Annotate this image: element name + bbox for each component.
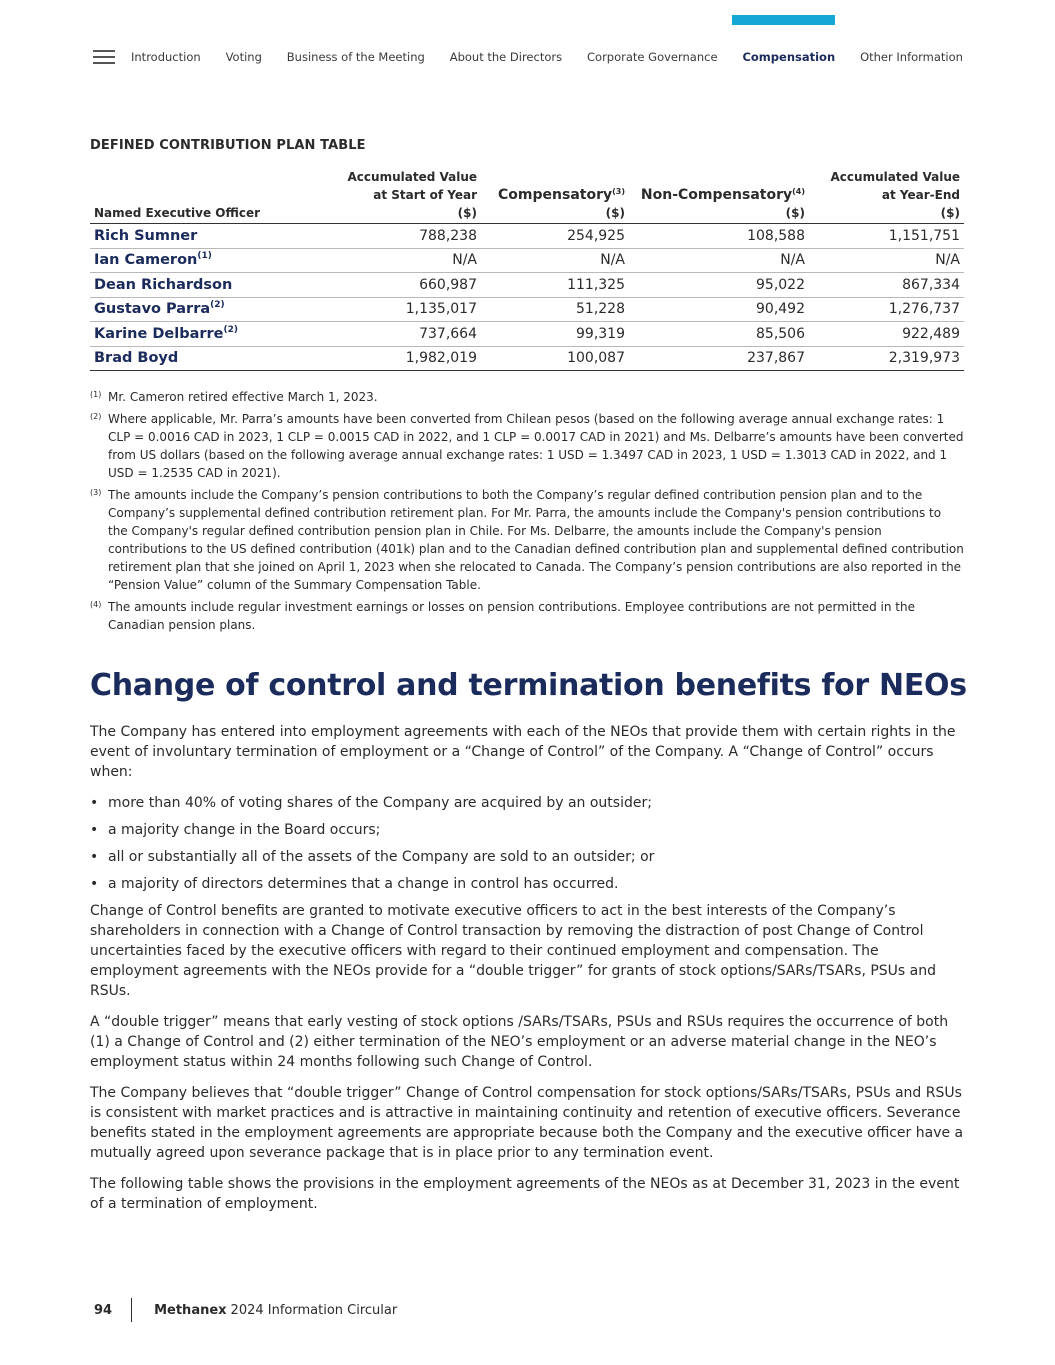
bullet-icon: • xyxy=(90,849,99,865)
body-paragraph: Change of Control benefits are granted to motivate executive officers to act in the best interests of the Company’s shareholders in connection with a Change of Control transaction by removing the distraction of post Change of Control uncertainties faced by the executive officers with regard to their continued employment and compensation. The employment agreements with the NEOs provide for a “double trigger” for grants of stock options/SARs/TSARs, PSUs and RSUs. xyxy=(90,903,937,999)
footnote-mark: (4) xyxy=(90,600,102,609)
year-end-value: 922,489 xyxy=(809,322,964,347)
nav-item-business-of-the-meeting[interactable]: Business of the Meeting xyxy=(286,50,425,64)
non-compensatory-value: N/A xyxy=(629,248,809,273)
officer-name: Rich Sumner xyxy=(90,224,335,249)
menu-icon[interactable] xyxy=(93,50,115,64)
header-non-compensatory xyxy=(629,168,809,224)
nav-item-introduction[interactable]: Introduction xyxy=(131,50,201,64)
list-item: • a majority of directors determines that a change in control has occurred. xyxy=(90,876,619,892)
officer-name: Karine Delbarre$^{(2)}$ xyxy=(90,322,335,347)
header-start-line1: Accumulated Value xyxy=(347,170,477,184)
footnote-text: The amounts include regular investment earnings or losses on pension contributions. Employee contributions are not permitted in the Canadian pension plans. xyxy=(108,600,915,632)
header-end-unit: ($) xyxy=(940,206,960,220)
footnote xyxy=(90,486,964,594)
officer-name: Gustavo Parra$^{(2)}$ xyxy=(90,297,335,322)
header-comp-footnote: (3) xyxy=(612,187,625,196)
nav-item-voting[interactable]: Voting xyxy=(225,50,262,64)
header-noncomp-label: Non-Compensatory xyxy=(640,187,793,203)
page-number: 94 xyxy=(94,1302,113,1318)
footnote xyxy=(90,388,964,406)
footnote-text: Mr. Cameron retired effective March 1, 2023. xyxy=(108,390,378,404)
non-compensatory-value: 90,492 xyxy=(629,297,809,322)
header-noncomp-unit: ($) xyxy=(785,206,805,220)
table-footnotes xyxy=(90,388,964,638)
start-value: N/A xyxy=(335,248,481,273)
intro-paragraph: The Company has entered into employment agreements with each of the NEOs that provide them with certain rights in the event of involuntary termination of employment or a “Change of Control” of the Company. A “Change of Control” occurs when: xyxy=(90,724,956,780)
table-row xyxy=(90,297,964,322)
list-item: • a majority change in the Board occurs; xyxy=(90,822,381,838)
year-end-value: 867,334 xyxy=(809,273,964,298)
table-row xyxy=(90,248,964,273)
table-row xyxy=(90,322,964,347)
list-item: • more than 40% of voting shares of the Company are acquired by an outsider; xyxy=(90,795,652,811)
table-row xyxy=(90,273,964,298)
header-end-line2: at Year-End xyxy=(881,188,960,202)
table-title: DEFINED CONTRIBUTION PLAN TABLE xyxy=(90,138,366,153)
header-start-unit: ($) xyxy=(457,206,477,220)
start-value: 1,135,017 xyxy=(335,297,481,322)
footnote-mark: (3) xyxy=(90,488,102,497)
section-body xyxy=(90,722,966,1225)
company-name: Methanex xyxy=(154,1302,227,1318)
top-navigation xyxy=(93,46,963,68)
year-end-value: 1,151,751 xyxy=(809,224,964,249)
footnote-mark: (1) xyxy=(90,390,102,399)
year-end-value: N/A xyxy=(809,248,964,273)
start-value: 788,238 xyxy=(335,224,481,249)
non-compensatory-value: 237,867 xyxy=(629,346,809,371)
officer-name: Brad Boyd xyxy=(90,346,335,371)
nav-item-other-information[interactable]: Other Information xyxy=(860,50,963,64)
section-heading: Change of control and termination benefits for NEOs xyxy=(90,668,967,703)
nav-item-compensation[interactable]: Compensation xyxy=(742,50,836,64)
officer-name: Dean Richardson xyxy=(90,273,335,298)
change-of-control-conditions xyxy=(90,793,966,894)
header-accumulated-start xyxy=(335,168,481,224)
header-end-line1: Accumulated Value xyxy=(830,170,960,184)
footnote-text: The amounts include the Company’s pension contributions to both the Company’s regular defined contribution pension plan and to the Company’s supplemental defined contribution retirement plan. For Mr. Parra, the amounts include the Company's pension contributions to the Company's regular defined contribution pension plan in Chile. For Ms. Delbarre, the amounts include the Company's pension contributions to the US defined contribution (401k) plan and to the Canadian defined contribution plan and supplemental defined contribution retirement plan that she joined on April 1, 2023 when she relocated to Canada. The Company’s pension contributions are also reported in the “Pension Value” column of the Summary Compensation Table. xyxy=(108,488,964,592)
header-named-executive-officer: Named Executive Officer xyxy=(94,206,261,220)
officer-name: Ian Cameron$^{(1)}$ xyxy=(90,248,335,273)
document-name: 2024 Information Circular xyxy=(230,1302,398,1318)
footnote xyxy=(90,410,964,482)
footer-divider xyxy=(131,1298,132,1322)
nav-item-corporate-governance[interactable]: Corporate Governance xyxy=(587,50,718,64)
compensatory-value: 254,925 xyxy=(481,224,629,249)
compensatory-value: 111,325 xyxy=(481,273,629,298)
footnote-text: Where applicable, Mr. Parra’s amounts have been converted from Chilean pesos (based on the following average annual exchange rates: 1 CLP = 0.0016 CAD in 2023, 1 CLP = 0.0015 CAD in 2022, and 1 CLP = 0.0017 CAD in 2021) and Ms. Delbarre’s amounts have been converted from US dollars (based on the following average annual exchange rates: 1 USD = 1.3497 CAD in 2023, 1 USD = 1.3013 CAD in 2022, and 1 USD = 1.2535 CAD in 2021). xyxy=(108,412,964,480)
start-value: 1,982,019 xyxy=(335,346,481,371)
header-comp-label: Compensatory xyxy=(498,187,613,203)
nav-items xyxy=(131,50,963,64)
body-paragraph: The Company believes that “double trigger” Change of Control compensation for stock options/SARs/TSARs, PSUs and RSUs is consistent with market practices and is attractive in maintaining continuity and retention of executive officers. Severance benefits stated in the employment agreements are appropriate because both the Company and the executive officer have a mutually agreed upon severance package that is in place prior to any termination event. xyxy=(90,1085,964,1161)
list-item: • all or substantially all of the assets of the Company are sold to an outsider; or xyxy=(90,849,655,865)
compensatory-value: 99,319 xyxy=(481,322,629,347)
bullet-icon: • xyxy=(90,795,99,811)
non-compensatory-value: 85,506 xyxy=(629,322,809,347)
footnote-mark: (2) xyxy=(90,412,102,421)
non-compensatory-value: 95,022 xyxy=(629,273,809,298)
compensatory-value: 51,228 xyxy=(481,297,629,322)
compensatory-value: 100,087 xyxy=(481,346,629,371)
header-noncomp-footnote: (4) xyxy=(792,187,805,196)
table-header-row xyxy=(90,168,964,224)
bullet-icon: • xyxy=(90,876,99,892)
year-end-value: 1,276,737 xyxy=(809,297,964,322)
active-section-indicator xyxy=(732,15,835,25)
start-value: 660,987 xyxy=(335,273,481,298)
nav-item-about-the-directors[interactable]: About the Directors xyxy=(449,50,563,64)
body-paragraph: The following table shows the provisions in the employment agreements of the NEOs as at December 31, 2023 in the event of a termination of employment. xyxy=(90,1176,960,1212)
header-comp-unit: ($) xyxy=(605,206,625,220)
body-paragraph: A “double trigger” means that early vesting of stock options /SARs/TSARs, PSUs and RSUs requires the occurrence of both (1) a Change of Control and (2) either termination of the NEO’s employment or an adverse material change in the NEO’s employment status within 24 months following such Change of Control. xyxy=(90,1014,949,1070)
page-footer xyxy=(94,1297,397,1323)
bullet-icon: • xyxy=(90,822,99,838)
footnote xyxy=(90,598,964,634)
header-compensatory xyxy=(481,168,629,224)
table-row xyxy=(90,346,964,371)
table-row xyxy=(90,224,964,249)
header-accumulated-end xyxy=(809,168,964,224)
year-end-value: 2,319,973 xyxy=(809,346,964,371)
non-compensatory-value: 108,588 xyxy=(629,224,809,249)
defined-contribution-table xyxy=(90,168,964,371)
compensatory-value: N/A xyxy=(481,248,629,273)
header-start-line2: at Start of Year xyxy=(373,188,477,202)
start-value: 737,664 xyxy=(335,322,481,347)
